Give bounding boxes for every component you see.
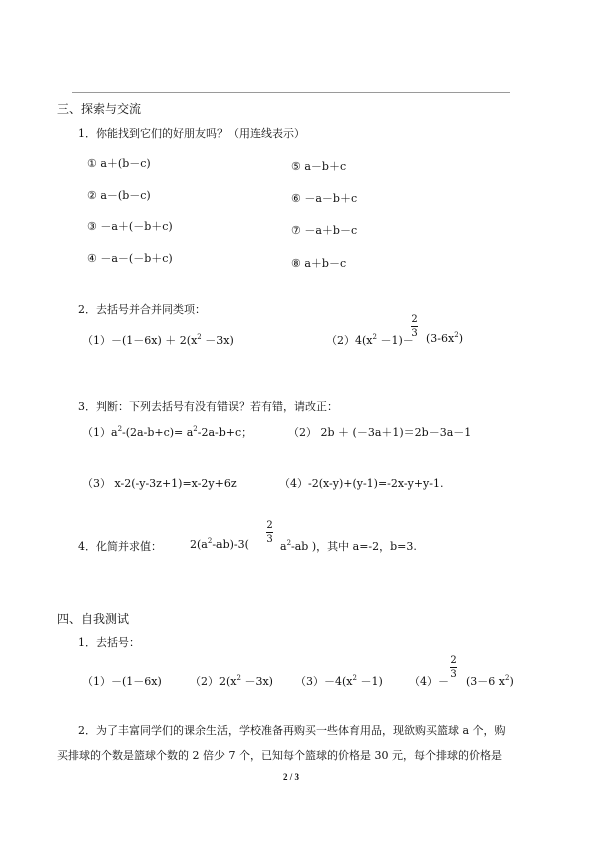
q2-prompt: 2．去括号并合并同类项： — [78, 303, 206, 316]
q2-part-2b: $(3-6x^2)$ — [426, 331, 463, 345]
s4-q1-prompt: 1．去括号： — [78, 636, 140, 649]
q1-right-item-7: ⑦ －a＋b－c — [291, 224, 358, 237]
q1-left-item-1: ① a＋(b－c) — [87, 157, 151, 170]
q1-right-item-6: ⑥ －a－b＋c — [291, 192, 358, 205]
q3-prompt: 3．判断：下列去括号有没有错误？若有错，请改正： — [78, 400, 338, 413]
section-4-title: 四、自我测试 — [57, 612, 130, 626]
q1-prompt: 1．你能找到它们的好朋友吗？（用连线表示） — [78, 127, 305, 140]
q3-part-1: $(1)a^2-(2a-b+c)= a^2-2a-b+c$； — [82, 425, 253, 439]
s4-q2-line-2: 买排球的个数是篮球个数的 2 倍少 7 个，已知每个篮球的价格是 30 元，每个排球的价格是 — [57, 749, 502, 762]
s4-q1-part-3: $(3)-4(x^2 -1)$ — [295, 674, 383, 688]
q2-fraction: 2 3 — [411, 314, 418, 339]
header-rule — [72, 92, 510, 93]
q4-expr-a: $2(a^2-ab)-3$( — [190, 537, 249, 551]
q4-prompt: 4．化简并求值： — [78, 540, 162, 553]
q3-part-2: （2） 2b ＋ (－3a＋1)＝2b－3a－1 — [288, 426, 472, 439]
q3-part-4: （4）-2(x-y)+(y-1)=-2x-y+y-1. — [279, 477, 444, 490]
q3-part-3: （3） x-2(-y-3z+1)=x-2y+6z — [82, 477, 237, 490]
section-3-title: 三、探索与交流 — [57, 102, 142, 116]
q1-right-item-5: ⑤ a－b＋c — [291, 160, 347, 173]
s4-q1-part-4b: (3－6 $x^2$) — [466, 674, 514, 688]
s4-q1-part-4a: （4）－ — [409, 675, 449, 688]
q4-expr-b: $a^2-ab$ )，其中 a=-2，b=3. — [280, 539, 417, 553]
s4-q1-part-2: $(2)2(x^2 -3x)$ — [190, 674, 273, 688]
s4-q1-part-1: （1）－(1－6x) — [82, 675, 162, 688]
q1-left-item-2: ② a－(b－c) — [87, 189, 151, 202]
q1-left-item-3: ③ －a＋(－b＋c) — [87, 220, 173, 233]
q1-left-item-4: ④ －a－(－b＋c) — [87, 252, 173, 265]
q1-right-item-8: ⑧ a＋b－c — [291, 257, 347, 270]
page-number: 2 / 3 — [283, 772, 300, 782]
s4-q1-fraction: 2 3 — [450, 655, 457, 680]
q4-fraction: 2 3 — [266, 520, 273, 545]
s4-q2-line-1: 2．为了丰富同学们的课余生活，学校准备再购买一些体育用品，现欲购买篮球 a 个，购 — [78, 724, 506, 737]
q2-part-1: $(1)-(1-6x) + 2(x^2 -3x)$ — [82, 333, 234, 347]
q2-part-2a: $(2)4(x^2 -1)-$ — [326, 333, 414, 347]
